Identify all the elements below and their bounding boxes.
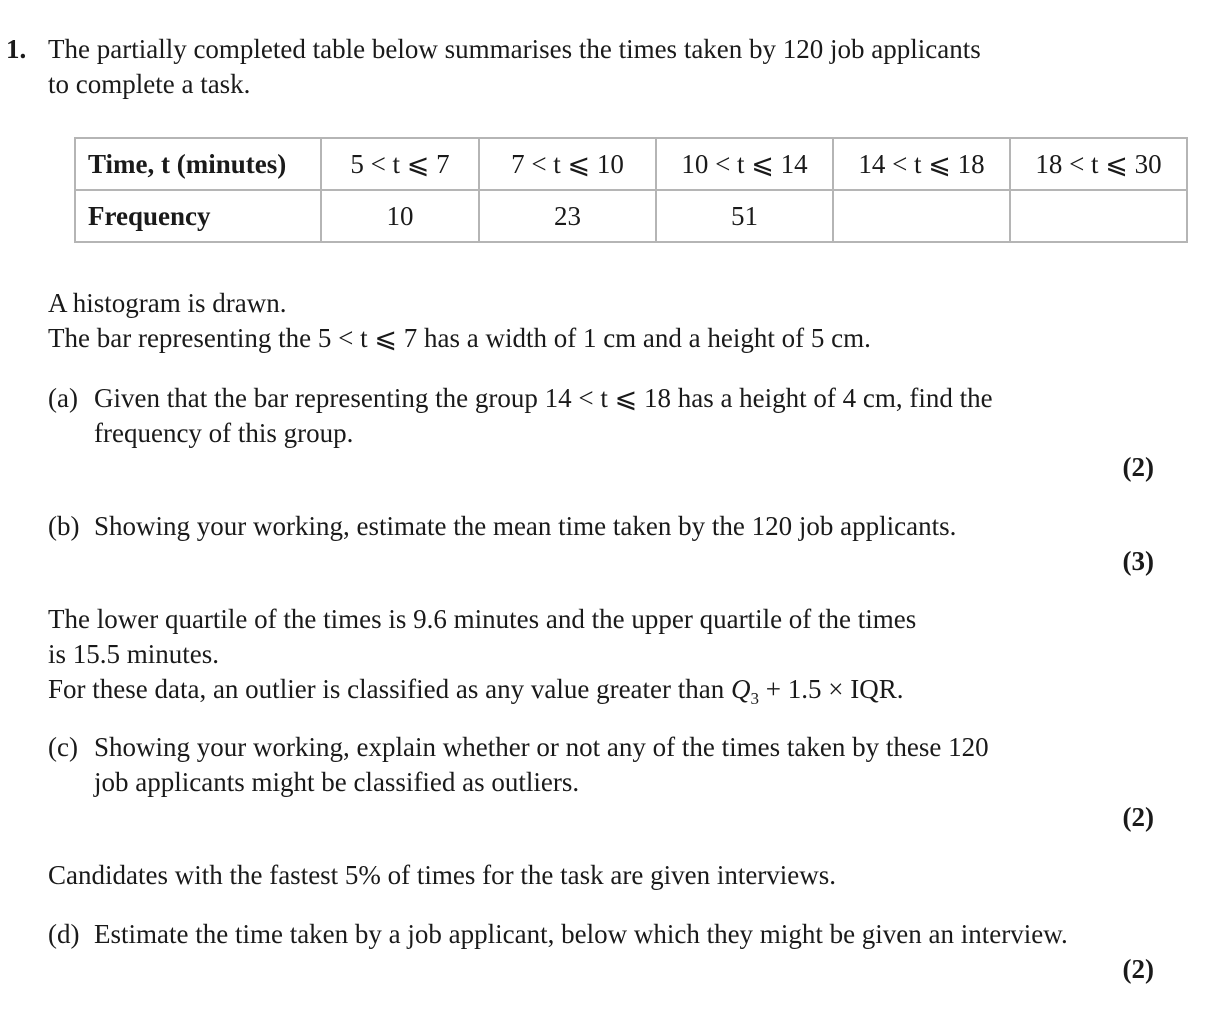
part-c-text <box>94 730 1144 800</box>
interval-cell: 10 < t ⩽ 14 <box>656 138 833 190</box>
interval-cell: 5 < t ⩽ 7 <box>321 138 479 190</box>
table-row <box>75 138 1187 190</box>
part-c-label: (c) <box>48 732 78 762</box>
part-d-marks: (2) <box>1122 954 1154 984</box>
part-d-text <box>94 917 1188 952</box>
outlier-rule-pre: For these data, an outlier is classified as any value greater than <box>48 674 732 704</box>
histogram-description <box>48 286 1168 356</box>
quartile-line-1: The lower quartile of the times is 9.6 minutes and the upper quartile of the times <box>48 604 917 634</box>
part-b-label: (b) <box>48 511 80 541</box>
intro-line-2: to complete a task. <box>48 69 251 99</box>
quartile-info <box>48 602 1168 716</box>
part-a <box>48 381 1148 451</box>
frequency-cell <box>1010 190 1187 242</box>
part-c <box>48 730 1148 800</box>
frequency-cell: 23 <box>479 190 656 242</box>
part-d-label: (d) <box>48 919 80 949</box>
part-a-line-1: Given that the bar representing the group 14 < t ⩽ 18 has a height of 4 cm, find the <box>94 383 993 413</box>
interval-cell: 7 < t ⩽ 10 <box>479 138 656 190</box>
time-header: Time, t (minutes) <box>75 138 321 190</box>
part-a-marks: (2) <box>1122 452 1154 482</box>
q3-symbol: $Q_3$ <box>731 674 760 708</box>
frequency-table <box>74 137 1188 243</box>
frequency-header: Frequency <box>75 190 321 242</box>
part-c-line-2: job applicants might be classified as outliers. <box>94 767 580 797</box>
frequency-cell: 10 <box>321 190 479 242</box>
part-d-line-1: Estimate the time taken by a job applicant, below which they might be given an interview. <box>94 919 1068 949</box>
frequency-cell <box>833 190 1010 242</box>
part-c-marks: (2) <box>1122 802 1154 832</box>
question-number: 1. <box>6 34 27 64</box>
part-b <box>48 509 1148 544</box>
quartile-line-2: is 15.5 minutes. <box>48 639 220 669</box>
outlier-rule <box>48 672 1168 716</box>
intro-line-1: The partially completed table below summarises the times taken by 120 job applicants <box>48 34 981 64</box>
interval-cell: 18 < t ⩽ 30 <box>1010 138 1187 190</box>
part-b-marks: (3) <box>1122 546 1154 576</box>
histogram-line-1: A histogram is drawn. <box>48 288 287 318</box>
frequency-cell: 51 <box>656 190 833 242</box>
part-b-line-1: Showing your working, estimate the mean time taken by the 120 job applicants. <box>94 511 957 541</box>
part-d <box>48 917 1188 952</box>
outlier-rule-post: + 1.5 × IQR. <box>759 674 904 704</box>
interview-info: Candidates with the fastest 5% of times for the task are given interviews. <box>48 860 837 890</box>
histogram-line-2: The bar representing the 5 < t ⩽ 7 has a width of 1 cm and a height of 5 cm. <box>48 323 871 353</box>
question-intro <box>48 32 1148 102</box>
part-a-line-2: frequency of this group. <box>94 418 354 448</box>
part-a-label: (a) <box>48 383 78 413</box>
part-c-line-1: Showing your working, explain whether or not any of the times taken by these 120 <box>94 732 989 762</box>
table-row <box>75 190 1187 242</box>
part-b-text <box>94 509 1144 544</box>
interval-cell: 14 < t ⩽ 18 <box>833 138 1010 190</box>
part-a-text <box>94 381 1144 451</box>
